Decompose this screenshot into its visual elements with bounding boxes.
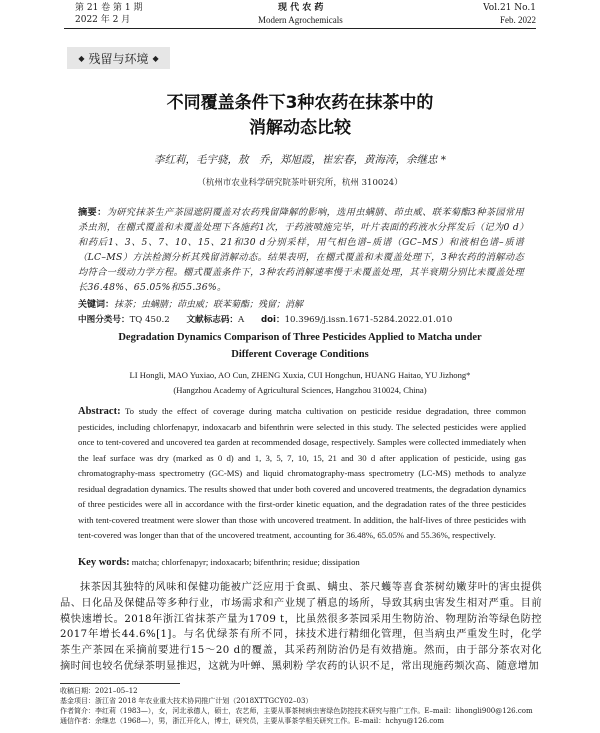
diamond-icon: ◆ [78,53,85,63]
journal-name-en: Modern Agrochemicals [258,15,343,25]
volume-cn: 第 21 卷 第 1 期 [75,3,143,13]
body-text-left-column: 抹茶因其独特的风味和保健功能被广泛应用于食品、日化品及保健品等多种行业，市场需求和产业规模快速增长。2018年浙江省抹茶产量为1709 t，比2017年增长44.6%[1]。与名优绿茶有所不同，抹茶生产茶园在采摘前要进行15～20 d的覆盖，其采摘时间也较名优绿茶明显推迟，这就为叶蝉、黑刺粉 [60,582,306,672]
footnote-first-author: 作者简介：李红莉（1983—），女，河北承德人，硕士，农艺师，主要从事茶树病虫害绿色防控技术研究与推广工作。E–mail：lihongli900@126.com [60,707,533,715]
affiliation-cn: （杭州市农业科学研究院茶叶研究所，杭州 310024） [197,178,403,188]
abstract-cn-text: 为研究抹茶生产茶园遮阴覆盖对农药残留降解的影响，选用虫螨腈、茚虫威、联苯菊酯3种茶园常用杀虫剂，在棚式覆盖和未覆盖处理下各施药1次，于药液喷施完毕，叶片表面的药液水分挥发后（记为0 d）和药后1、3、5、7、10、15、21和30 d分别采样，用气相色谱–质谱（GC–MS）和液相色谱–质谱（LC–MS）方法检测分析其残留消解动态。结果表明，在棚式覆盖和未覆盖处理下，3种农药的消解动态均符合一级动力学方程。棚式覆盖条件下，3种农药消解速率慢于未覆盖处理，其半衰期分别比未覆盖处理长36.48%、65.05%和55.36%。 [78,207,524,293]
abstract-cn [78,205,524,295]
keywords-en [78,557,526,568]
doi-label: doi： [260,315,285,325]
authors-cn: 李红莉，毛宇骁，敖 乔，郑旭霞，崔宏春，黄海涛，余继忠 * [153,154,447,166]
abstract-cn-label: 摘要： [78,207,107,218]
paper-title-cn-line1: 不同覆盖条件下3种农药在抹茶中的 [166,93,434,113]
footnote-fund: 基金项目：浙江省 2018 年农业重大技术协同推广计划（2018XTTGCY02–03） [60,697,313,705]
footnote-received: 收稿日期：2021–05–12 [60,687,138,695]
classification-line [78,313,524,325]
abstract-en [78,404,526,544]
body-text-right-column: 虱、螨虫、茶尺蠖等喜食茶树幼嫩芽叶的害虫提供了栖息的场所，导致其病虫害发生相对严重。目前虽然很多茶园采用生物防治、物理防治等绿色防控技术进行精细化管理，但当病虫严重发生时，化学药剂防治仍是有效措施。然而，由于部分茶农对化学农药的认识不足，常出现施药频次高、随意增加 [306,582,542,672]
authors-en: LI Hongli, MAO Yuxiao, AO Cun, ZHENG Xuxia, CUI Hongchun, HUANG Haitao, YU Jizhong* [129,370,471,380]
keywords-cn [78,297,524,310]
diamond-icon: ◆ [152,53,159,63]
paper-title-en-line1: Degradation Dynamics Comparison of Three Pesticides Applied to Matcha under [118,332,482,343]
journal-name-cn: 现 代 农 药 [278,3,324,13]
doc-code-label: 文献标志码： [186,315,239,325]
abstract-en-label: Abstract: [78,406,121,417]
keywords-en-text: matcha; chlorfenapyr; indoxacarb; bifenthrin; residue; dissipation [129,557,360,567]
doi-value: 10.3969/j.issn.1671-5284.2022.01.010 [284,315,453,325]
date-en: Feb. 2022 [500,15,536,25]
section-tag [67,47,170,69]
section-tag-label: 残留与环境 [88,51,149,66]
volume-en: Vol.21 No.1 [483,3,536,13]
paper-title-en-line2: Different Coverage Conditions [231,349,369,360]
keywords-cn-text: 抹茶；虫螨腈；茚虫威；联苯菊酯；残留；消解 [114,300,304,310]
footnote-corresponding-author: 通信作者：余继忠（1968—），男，浙江开化人，博士，研究员，主要从事茶学相关研究工作。E–mail：hchyu@126.com [60,717,444,725]
header-rule [64,28,536,29]
abstract-en-text: To study the effect of coverage during matcha cultivation on pesticide residue degradation, three common pesticides, including chlorfenapyr, indoxacarb and bifenthrin were selected in this study. The selected pesticides were applied once to tent-covered and uncovered tea garden at recommended dosage, respectively. Samples were collected immediately when the leaf surface was dry (marked as 0 d) and 1, 3, 5, 7, 10, 15, 21 and 30 d after application of pesticide, using gas chromatography-mass spectrometry (GC-MS) and liquid chromatography-mass spectrometry (LC-MS) methods to analyze residual degradation dynamics. The results showed that under both covered and uncovered treatments, the degradation dynamics of three pesticides were all in accordance with the first-order kinetic equation, and the degradation rates of the three pesticides with tent-covered treatment were slower than those with uncovered treatment. In addition, the half-lives of three pesticides with tent-covered was longer than that of the uncovered treatment, accounting for 36.48%, 65.05% and 55.36%, respectively. [78,406,526,540]
doc-code-value: A [238,315,245,325]
clc-value: TQ 450.2 [129,315,170,325]
footnote-rule [60,683,180,684]
affiliation-en: (Hangzhou Academy of Agricultural Sciences, Hangzhou 310024, China) [173,385,427,395]
keywords-cn-label: 关键词： [78,300,115,310]
clc-label: 中图分类号： [78,315,130,325]
keywords-en-label: Key words: [78,557,130,568]
paper-title-cn-line2: 消解动态比较 [249,118,351,138]
date-cn: 2022 年 2 月 [75,15,131,25]
